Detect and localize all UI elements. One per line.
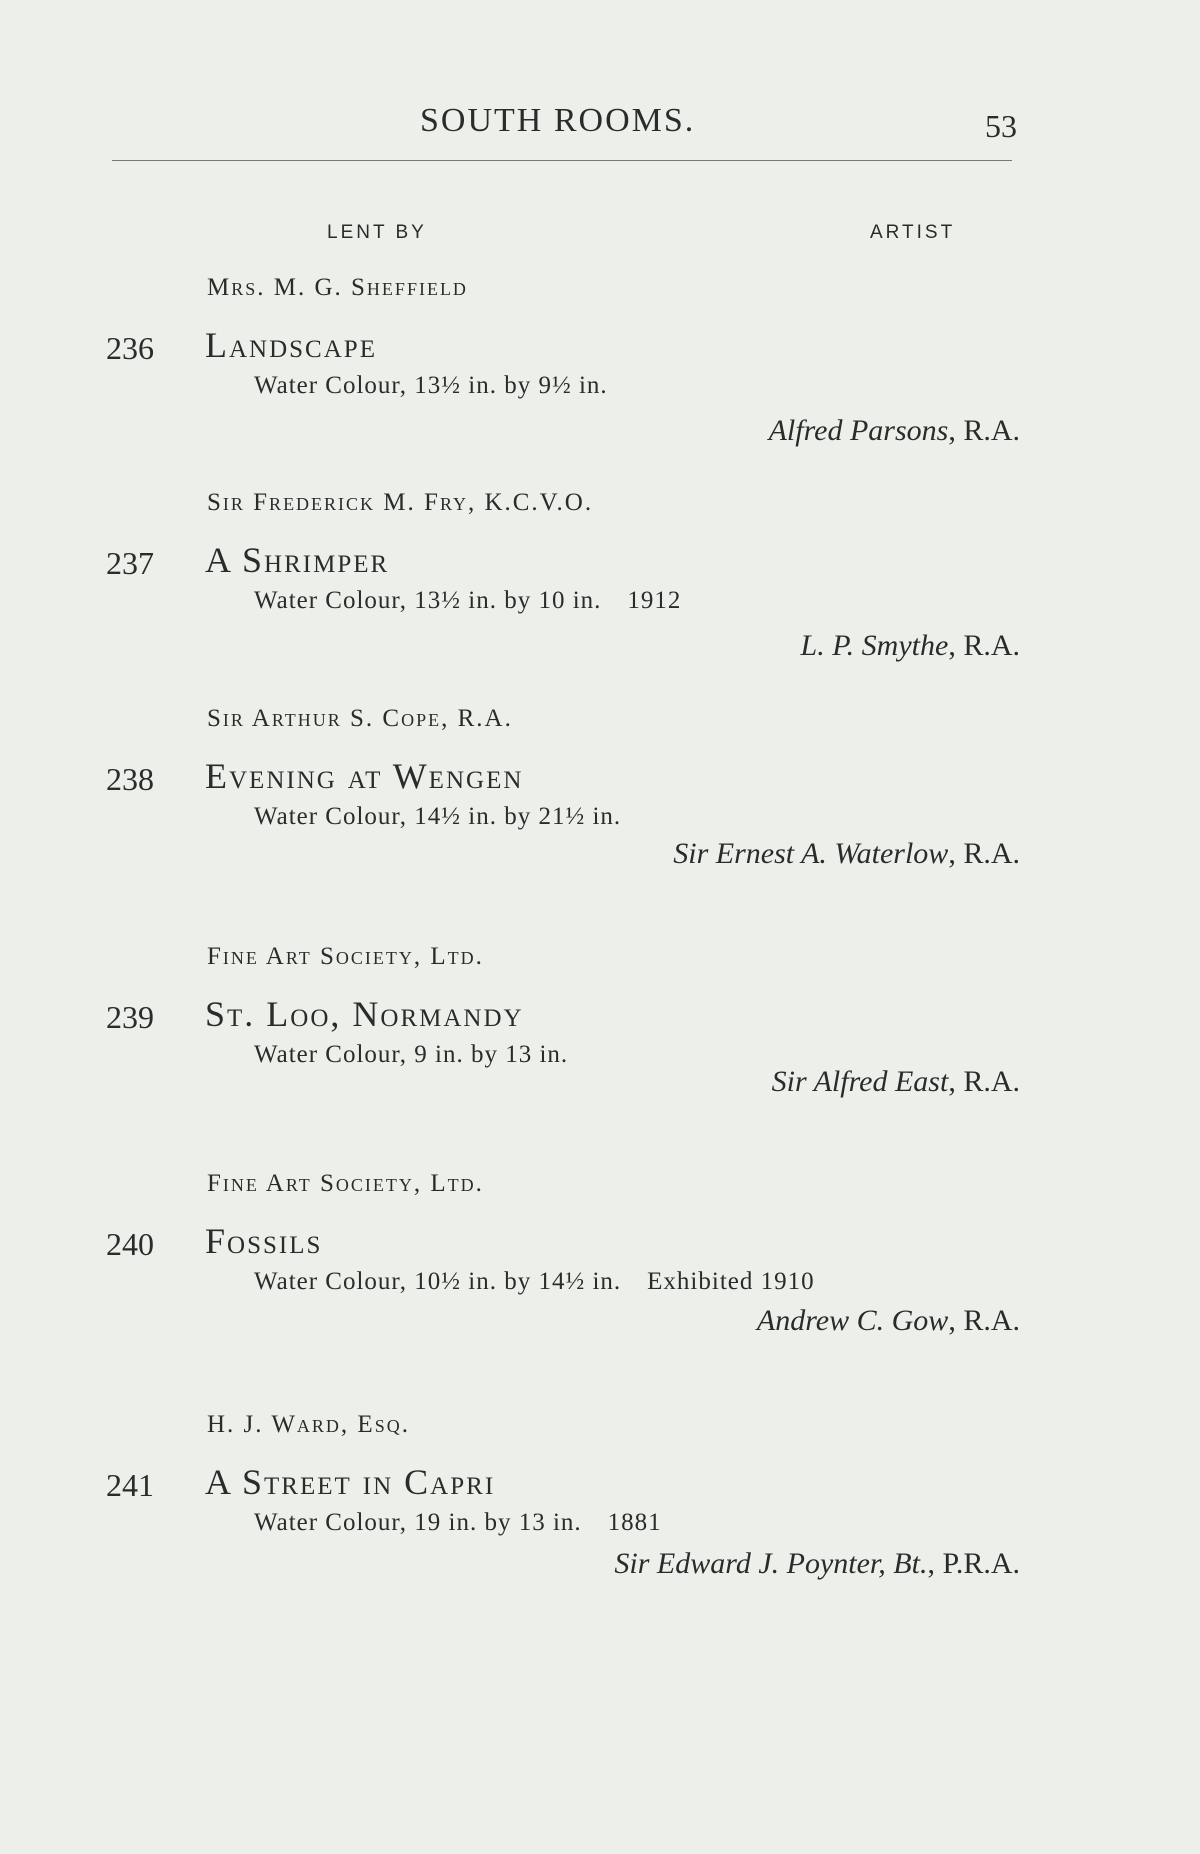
- catalogue-number: 241: [106, 1467, 154, 1503]
- artwork-title: Fossils: [205, 1221, 323, 1261]
- artwork-title: Landscape: [205, 325, 377, 365]
- lender: H. J. Ward, Esq.: [207, 1411, 410, 1438]
- lender: Fine Art Society, Ltd.: [207, 943, 484, 970]
- medium-text: Water Colour, 14½ in. by 21½ in.: [254, 803, 622, 830]
- entry-note: 1881: [607, 1509, 662, 1536]
- catalogue-entry: [0, 943, 1200, 1123]
- artist: [614, 1547, 1020, 1581]
- artist-column-heading: ARTIST: [870, 222, 956, 243]
- artwork-title: Evening at Wengen: [205, 756, 524, 796]
- medium-text: Water Colour, 13½ in. by 9½ in.: [254, 372, 608, 399]
- page-number: 53: [985, 108, 1017, 144]
- catalogue-number: 237: [106, 545, 154, 581]
- catalogue-number: 236: [106, 330, 154, 366]
- catalogue-entry: [0, 1411, 1200, 1591]
- catalogue-number: 239: [106, 999, 154, 1035]
- entry-note: 1912: [627, 587, 682, 614]
- medium-dimensions: [254, 587, 681, 615]
- medium-text: Water Colour, 19 in. by 13 in.: [254, 1509, 582, 1536]
- artist: [673, 837, 1020, 871]
- artist-name: Alfred Parsons: [768, 414, 949, 447]
- medium-text: Water Colour, 9 in. by 13 in.: [254, 1041, 569, 1068]
- medium-text: Water Colour, 10½ in. by 14½ in.: [254, 1268, 622, 1295]
- artwork-title: A Street in Capri: [205, 1462, 496, 1502]
- artwork-title: St. Loo, Normandy: [205, 994, 524, 1034]
- artist-name: Sir Alfred East: [771, 1065, 949, 1098]
- artist: [769, 414, 1020, 448]
- medium-dimensions: [254, 803, 647, 831]
- medium-dimensions: [254, 1268, 815, 1296]
- medium-dimensions: [254, 1509, 662, 1537]
- artist-suffix: , R.A.: [948, 1304, 1020, 1337]
- medium-dimensions: [254, 372, 634, 400]
- artist-name: Andrew C. Gow: [756, 1304, 949, 1337]
- header-rule: [112, 160, 1012, 161]
- catalogue-entry: [0, 274, 1200, 454]
- lender: Fine Art Society, Ltd.: [207, 1170, 484, 1197]
- medium-text: Water Colour, 13½ in. by 10 in.: [254, 587, 602, 614]
- catalogue-entry: [0, 705, 1200, 885]
- catalogue-number: 240: [106, 1226, 154, 1262]
- catalogue-entry: [0, 489, 1200, 669]
- artist: [757, 1304, 1020, 1338]
- artist: [772, 1065, 1020, 1099]
- lender: Mrs. M. G. Sheffield: [207, 274, 468, 301]
- entry-note: Exhibited 1910: [647, 1268, 815, 1295]
- artist-suffix: , P.R.A.: [927, 1547, 1020, 1580]
- lent-by-column-heading: LENT BY: [327, 222, 427, 243]
- artist-suffix: , R.A.: [948, 414, 1020, 447]
- artist-suffix: , R.A.: [948, 837, 1020, 870]
- running-head: SOUTH ROOMS.: [420, 102, 696, 139]
- artist-suffix: , R.A.: [948, 1065, 1020, 1098]
- artist-name: L. P. Smythe: [800, 629, 949, 662]
- catalogue-number: 238: [106, 761, 154, 797]
- artist-suffix: , R.A.: [948, 629, 1020, 662]
- artist-name: Sir Ernest A. Waterlow: [673, 837, 949, 870]
- artist-name: Sir Edward J. Poynter, Bt.: [614, 1547, 928, 1580]
- artwork-title: A Shrimper: [205, 540, 390, 580]
- catalogue-entry: [0, 1170, 1200, 1350]
- artist: [801, 629, 1020, 663]
- lender: Sir Frederick M. Fry, K.C.V.O.: [207, 489, 594, 516]
- lender: Sir Arthur S. Cope, R.A.: [207, 705, 513, 732]
- medium-dimensions: [254, 1041, 594, 1069]
